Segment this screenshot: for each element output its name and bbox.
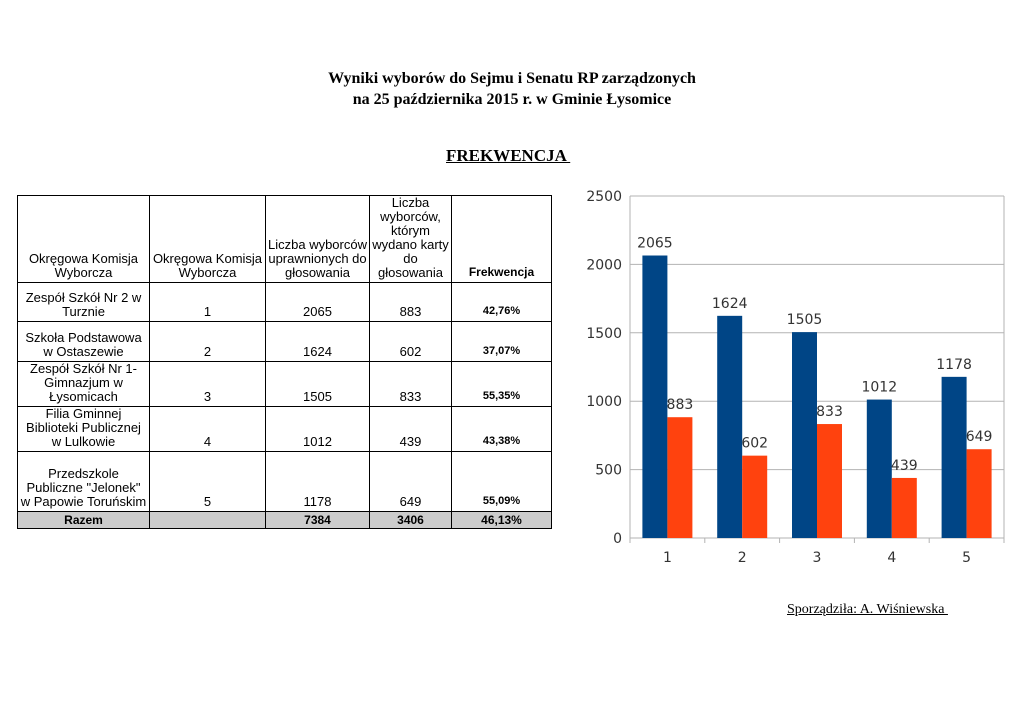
- document-title: [0, 68, 1024, 110]
- author-credit: Sporządziła: A. Wiśniewska: [787, 602, 948, 617]
- bar: [817, 424, 842, 538]
- header-eligible: Liczba wyborców uprawnionych do głosowania: [266, 196, 370, 283]
- cell-issued: 439: [370, 407, 452, 452]
- cell-turnout: 42,76%: [452, 283, 552, 322]
- data-label: 1624: [711, 295, 748, 312]
- cell-commission-name: Zespół Szkół Nr 1- Gimnazjum w Łysomicach: [18, 362, 150, 407]
- y-tick-label: 1000: [586, 394, 622, 411]
- cell-eligible: 2065: [266, 283, 370, 322]
- cell-eligible: 1505: [266, 362, 370, 407]
- bar: [942, 377, 967, 538]
- table-row: [18, 283, 552, 322]
- turnout-bar-chart: [580, 186, 1010, 571]
- table-header-row: [18, 196, 552, 283]
- table-row: [18, 322, 552, 362]
- x-tick-label: 2: [737, 550, 747, 566]
- total-commission-no: [150, 512, 266, 529]
- bar: [742, 456, 767, 538]
- data-label: 1505: [786, 312, 823, 329]
- table-row: [18, 362, 552, 407]
- bar: [792, 332, 817, 538]
- cell-eligible: 1178: [266, 452, 370, 512]
- title-line-2: na 25 października 2015 r. w Gminie Łysomice: [352, 91, 672, 108]
- total-turnout: 46,13%: [452, 512, 552, 529]
- cell-commission-no: 4: [150, 407, 266, 452]
- cell-commission-no: 1: [150, 283, 266, 322]
- total-eligible: 7384: [266, 512, 370, 529]
- cell-issued: 602: [370, 322, 452, 362]
- bar: [892, 478, 917, 538]
- cell-commission-no: 2: [150, 322, 266, 362]
- cell-turnout: 43,38%: [452, 407, 552, 452]
- cell-issued: 833: [370, 362, 452, 407]
- header-commission-no: Okręgowa Komisja Wyborcza: [150, 196, 266, 283]
- y-tick-label: 1500: [586, 325, 622, 342]
- data-label: 1178: [936, 356, 972, 373]
- bar: [717, 316, 742, 538]
- cell-turnout: 55,09%: [452, 452, 552, 512]
- table-row: [18, 407, 552, 452]
- cell-issued: 883: [370, 283, 452, 322]
- cell-turnout: 37,07%: [452, 322, 552, 362]
- results-table: [17, 195, 552, 529]
- bar: [667, 417, 692, 538]
- y-tick-label: 2500: [586, 189, 622, 205]
- cell-issued: 649: [370, 452, 452, 512]
- header-issued: Liczba wyborców, którym wydano karty do głosowania: [370, 196, 452, 283]
- total-label: Razem: [18, 512, 150, 529]
- data-label: 602: [741, 435, 769, 452]
- table-total-row: [18, 512, 552, 529]
- header-turnout: Frekwencja: [452, 196, 552, 283]
- data-label: 2065: [637, 235, 673, 252]
- cell-commission-name: Zespół Szkół Nr 2 w Turznie: [18, 283, 150, 322]
- data-label: 1012: [861, 379, 898, 396]
- cell-commission-no: 3: [150, 362, 266, 407]
- bar: [967, 449, 992, 538]
- data-label: 439: [890, 457, 918, 474]
- section-title: FREKWENCJA: [446, 146, 571, 165]
- cell-turnout: 55,35%: [452, 362, 552, 407]
- table-row: [18, 452, 552, 512]
- bar: [867, 400, 892, 538]
- x-tick-label: 3: [812, 550, 822, 566]
- data-label: 649: [965, 429, 993, 446]
- cell-commission-no: 5: [150, 452, 266, 512]
- cell-eligible: 1012: [266, 407, 370, 452]
- header-commission-name: Okręgowa Komisja Wyborcza: [18, 196, 150, 283]
- y-tick-label: 0: [613, 531, 622, 547]
- cell-commission-name: Przedszkole Publiczne "Jelonek" w Papowie Toruńskim: [18, 452, 150, 512]
- total-issued: 3406: [370, 512, 452, 529]
- y-tick-label: 2000: [586, 257, 622, 274]
- cell-commission-name: Filia Gminnej Biblioteki Publicznej w Lulkowie: [18, 407, 150, 452]
- x-tick-label: 4: [887, 550, 897, 566]
- cell-commission-name: Szkoła Podstawowa w Ostaszewie: [18, 322, 150, 362]
- data-label: 833: [816, 404, 843, 421]
- y-tick-label: 500: [595, 462, 622, 479]
- x-tick-label: 5: [962, 550, 972, 566]
- title-line-1: Wyniki wyborów do Sejmu i Senatu RP zarządzonych: [328, 70, 696, 87]
- data-label: 883: [666, 397, 694, 414]
- x-tick-label: 1: [662, 550, 672, 566]
- cell-eligible: 1624: [266, 322, 370, 362]
- bar: [642, 256, 667, 538]
